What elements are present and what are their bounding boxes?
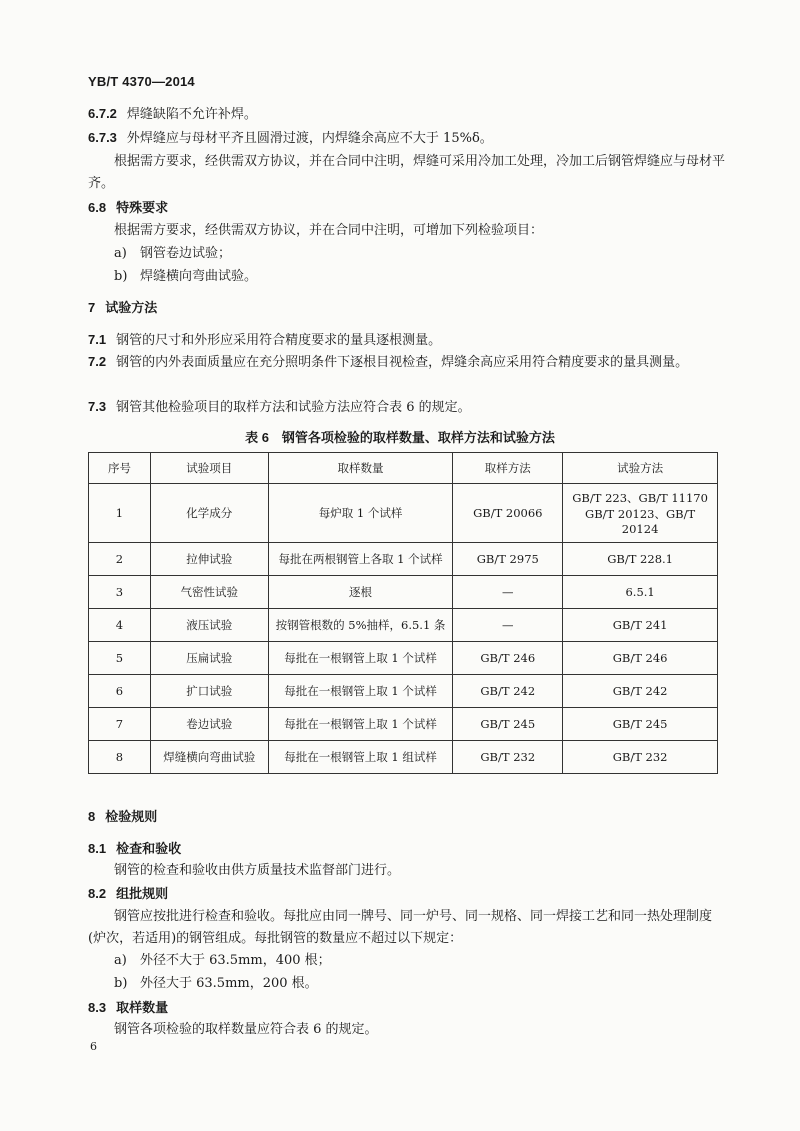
table-caption: 表 6 钢管各项检验的取样数量、取样方法和试验方法 xyxy=(245,430,555,445)
clause-title: 取样数量 xyxy=(116,1000,169,1015)
list-item xyxy=(114,974,318,994)
list-text: 焊缝横向弯曲试验。 xyxy=(140,269,258,284)
clause-number: 7.2 xyxy=(88,354,107,369)
clause-number: 7.1 xyxy=(88,332,107,347)
clause-number: 8.2 xyxy=(88,886,107,901)
table-row xyxy=(89,484,718,543)
table-row xyxy=(89,609,718,642)
cell-sampling-method: GB/T 242 xyxy=(453,675,563,708)
clause-6-8-text: 根据需方要求，经供需双方协议，并在合同中注明，可增加下列检验项目： xyxy=(114,223,544,238)
list-marker: b) xyxy=(114,976,128,991)
cell-test-item: 压扁试验 xyxy=(150,642,268,675)
page-number: 6 xyxy=(90,1040,97,1053)
header-cell: 序号 xyxy=(89,453,151,484)
cell-test-item: 焊缝横向弯曲试验 xyxy=(150,741,268,774)
cell-sampling-method: GB/T 2975 xyxy=(453,543,563,576)
cell-index: 6 xyxy=(89,675,151,708)
cell-test-item: 气密性试验 xyxy=(150,576,268,609)
cell-index: 5 xyxy=(89,642,151,675)
clause-number: 6.8 xyxy=(88,200,107,215)
list-text: 外径大于 63.5mm，200 根。 xyxy=(140,976,318,991)
clause-number: 8.1 xyxy=(88,841,107,856)
clause-6-7-3 xyxy=(88,128,493,149)
clause-6-7-3-paragraph: 根据需方要求，经供需双方协议，并在合同中注明，焊缝可采用冷加工处理，冷加工后钢管焊缝应与母材平齐。 xyxy=(88,154,726,191)
cell-test-item: 拉伸试验 xyxy=(150,543,268,576)
table-row xyxy=(89,741,718,774)
clause-8-1-heading xyxy=(88,839,181,860)
cell-sample-qty: 每批在一根钢管上取 1 个试样 xyxy=(268,675,453,708)
cell-sample-qty: 按钢管根数的 5%抽样，6.5.1 条 xyxy=(268,609,453,642)
cell-sampling-method: — xyxy=(453,609,563,642)
table-row xyxy=(89,675,718,708)
standard-number: YB/T 4370—2014 xyxy=(88,74,195,89)
clause-8-1-text: 钢管的检查和验收由供方质量技术监督部门进行。 xyxy=(114,863,401,878)
section-7-heading xyxy=(88,298,157,319)
header-cell: 取样方法 xyxy=(453,453,563,484)
table-row xyxy=(89,543,718,576)
cell-test-method: GB/T 241 xyxy=(563,609,718,642)
test-method-line: GB/T 20123、GB/T 20124 xyxy=(585,507,696,536)
clause-number: 6.7.3 xyxy=(88,130,117,145)
cell-sample-qty: 每批在一根钢管上取 1 个试样 xyxy=(268,708,453,741)
cell-index: 2 xyxy=(89,543,151,576)
header-cell: 试验方法 xyxy=(563,453,718,484)
cell-index: 3 xyxy=(89,576,151,609)
clause-8-2-heading xyxy=(88,884,168,905)
cell-sample-qty: 每炉取 1 个试样 xyxy=(268,484,453,543)
test-method-line: GB/T 223、GB/T 11170 xyxy=(572,491,708,505)
clause-6-8-heading xyxy=(88,198,168,219)
section-8-heading xyxy=(88,807,157,828)
list-text: 外径不大于 63.5mm，400 根； xyxy=(140,953,331,968)
clause-text: 外焊缝应与母材平齐且圆滑过渡，内焊缝余高应不大于 15%δ。 xyxy=(126,131,493,146)
cell-test-method: 6.5.1 xyxy=(563,576,718,609)
section-number: 7 xyxy=(88,300,96,315)
section-number: 8 xyxy=(88,809,96,824)
list-marker: b) xyxy=(114,269,128,284)
cell-sampling-method: GB/T 232 xyxy=(453,741,563,774)
cell-test-method: GB/T 242 xyxy=(563,675,718,708)
cell-sample-qty: 每批在一根钢管上取 1 组试样 xyxy=(268,741,453,774)
cell-sampling-method: GB/T 246 xyxy=(453,642,563,675)
clause-7-3 xyxy=(88,397,471,418)
cell-index: 8 xyxy=(89,741,151,774)
clause-text: 钢管的内外表面质量应在充分照明条件下逐根目视检查，焊缝余高应采用符合精度要求的量具测量。 xyxy=(116,355,689,370)
cell-test-method: GB/T 246 xyxy=(563,642,718,675)
section-title: 检验规则 xyxy=(105,809,158,824)
cell-sampling-method: GB/T 20066 xyxy=(453,484,563,543)
list-marker: a) xyxy=(114,246,127,261)
clause-number: 8.3 xyxy=(88,1000,107,1015)
table-6 xyxy=(88,452,718,774)
section-title: 试验方法 xyxy=(105,300,158,315)
clause-6-7-2 xyxy=(88,104,257,125)
cell-test-method: GB/T 245 xyxy=(563,708,718,741)
cell-sample-qty: 每批在一根钢管上取 1 个试样 xyxy=(268,642,453,675)
cell-sampling-method: GB/T 245 xyxy=(453,708,563,741)
cell-sample-qty: 逐根 xyxy=(268,576,453,609)
cell-test-method: GB/T 232 xyxy=(563,741,718,774)
clause-7-1 xyxy=(88,330,441,351)
clause-text: 焊缝缺陷不允许补焊。 xyxy=(126,107,257,122)
cell-test-item: 卷边试验 xyxy=(150,708,268,741)
table-row xyxy=(89,708,718,741)
cell-sample-qty: 每批在两根钢管上各取 1 个试样 xyxy=(268,543,453,576)
clause-number: 7.3 xyxy=(88,399,107,414)
list-text: 钢管卷边试验； xyxy=(140,246,232,261)
table-row xyxy=(89,576,718,609)
cell-index: 1 xyxy=(89,484,151,543)
cell-test-method: GB/T 228.1 xyxy=(563,543,718,576)
header-cell: 取样数量 xyxy=(268,453,453,484)
header-cell: 试验项目 xyxy=(150,453,268,484)
clause-8-3-text: 钢管各项检验的取样数量应符合表 6 的规定。 xyxy=(114,1022,378,1037)
table-header-row xyxy=(89,453,718,484)
clause-title: 特殊要求 xyxy=(116,200,169,215)
cell-test-method xyxy=(563,484,718,543)
clause-8-3-heading xyxy=(88,998,168,1019)
list-item xyxy=(114,244,231,264)
list-marker: a) xyxy=(114,953,127,968)
list-item xyxy=(114,951,331,971)
clause-title: 组批规则 xyxy=(116,886,169,901)
cell-index: 4 xyxy=(89,609,151,642)
cell-test-item: 扩口试验 xyxy=(150,675,268,708)
cell-sampling-method: — xyxy=(453,576,563,609)
clause-number: 6.7.2 xyxy=(88,106,117,121)
list-item xyxy=(114,267,257,287)
clause-text: 钢管其他检验项目的取样方法和试验方法应符合表 6 的规定。 xyxy=(116,400,471,415)
cell-test-item: 液压试验 xyxy=(150,609,268,642)
table-row xyxy=(89,642,718,675)
clause-8-2-text: 钢管应按批进行检查和验收。每批应由同一牌号、同一炉号、同一规格、同一焊接工艺和同一热处理制度(炉次，若适用)的钢管组成。每批钢管的数量应不超过以下规定： xyxy=(88,909,713,946)
cell-index: 7 xyxy=(89,708,151,741)
clause-7-2 xyxy=(88,351,724,374)
cell-test-item: 化学成分 xyxy=(150,484,268,543)
clause-title: 检查和验收 xyxy=(116,841,182,856)
clause-text: 钢管的尺寸和外形应采用符合精度要求的量具逐根测量。 xyxy=(116,333,442,348)
